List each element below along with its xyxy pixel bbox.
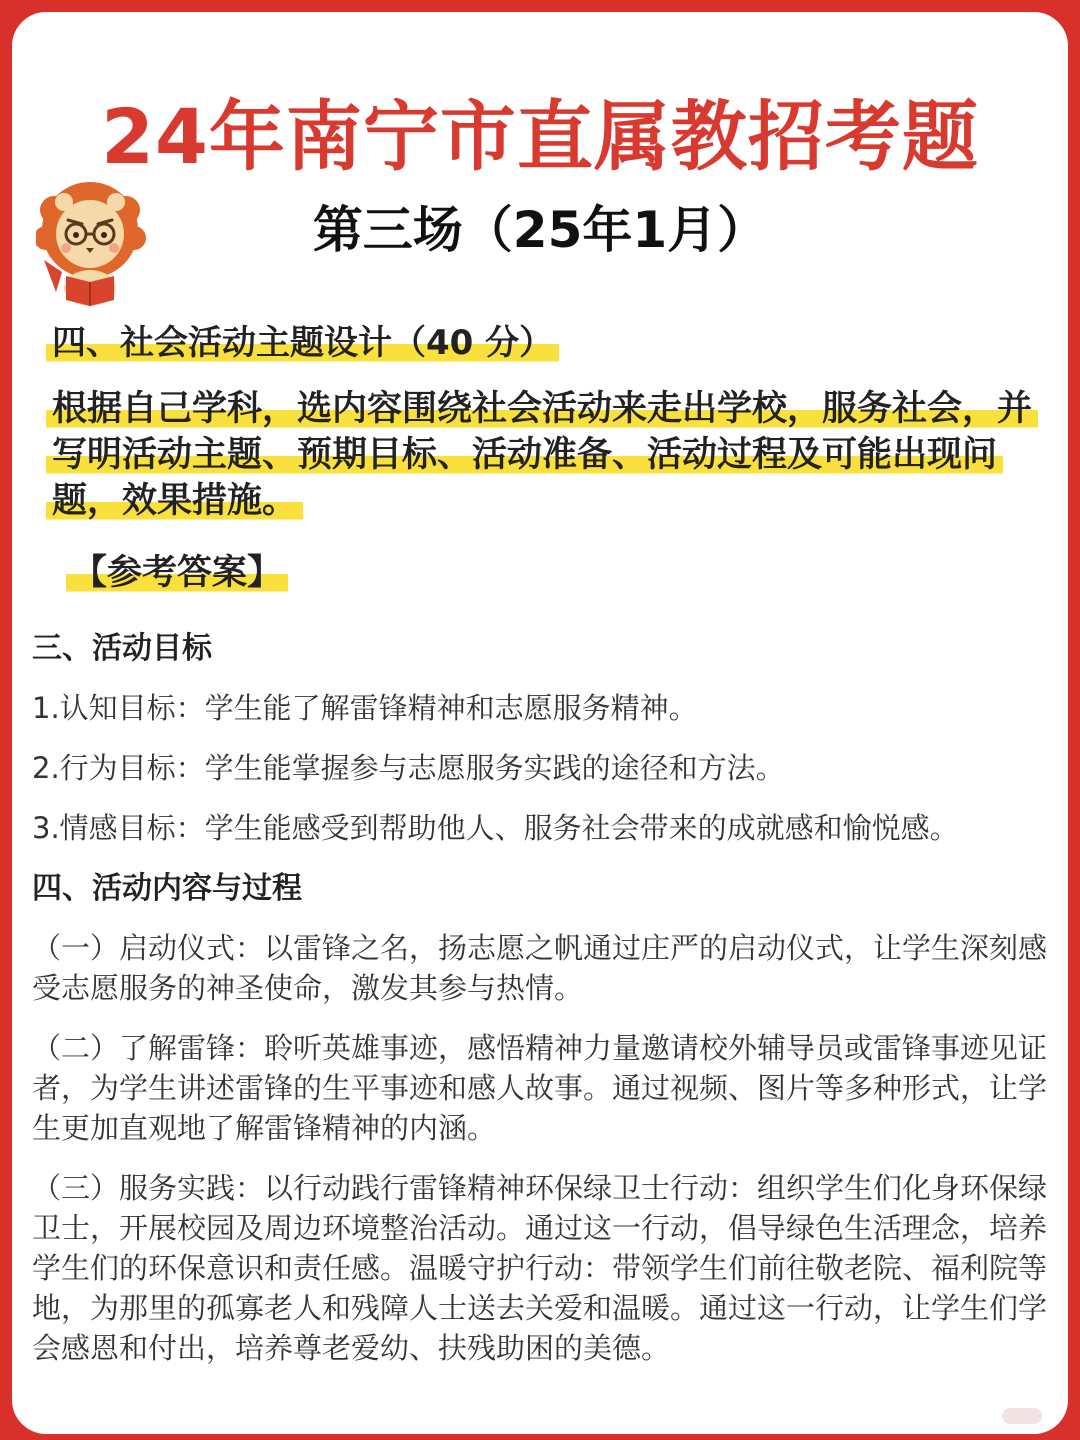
- document-card: [12, 12, 1068, 1434]
- question-body-text: 根据自己学科，选内容围绕社会活动来走出学校，服务社会，并写明活动主题、预期目标、活动准备、活动过程及可能出现问题，效果措施。: [46, 389, 1038, 521]
- answer-content: [32, 628, 1054, 1388]
- answer-label-text: 【参考答案】: [66, 553, 288, 593]
- process-paragraph: （三）服务实践：以行动践行雷锋精神环保绿卫士行动：组织学生们化身环保绿卫士，开展校园及周边环境整治活动。通过这一行动，倡导绿色生活理念，培养学生们的环保意识和责任感。温暖守护行动：带领学生们前往敬老院、福利院等地，为那里的孤寡老人和残障人士送去关爱和温暖。通过这一行动，让学生们学会感恩和付出，培养尊老爱幼、扶残助困的美德。: [32, 1171, 1048, 1365]
- goal-item: 2.行为目标：学生能掌握参与志愿服务实践的途径和方法。: [32, 751, 785, 785]
- process-paragraph: （一）启动仪式：以雷锋之名，扬志愿之帆通过庄严的启动仪式，让学生深刻感受志愿服务的神圣使命，激发其参与热情。: [32, 931, 1048, 1005]
- goal-item: 3.情感目标：学生能感受到帮助他人、服务社会带来的成就感和愉悦感。: [32, 811, 959, 845]
- page-title: 24年南宁市直属教招考题: [101, 92, 979, 181]
- question-heading: [46, 318, 559, 368]
- goal-item: 1.认知目标：学生能了解雷锋精神和志愿服务精神。: [32, 691, 698, 725]
- question-heading-text: 四、社会活动主题设计（40 分）: [46, 323, 559, 363]
- page-subtitle: 第三场（25年1月）: [312, 201, 768, 259]
- watermark-mark: [1002, 1408, 1042, 1424]
- answer-label: [66, 548, 288, 598]
- section-heading-process: 四、活动内容与过程: [32, 871, 302, 906]
- question-body: [46, 386, 1056, 524]
- process-paragraph: （二）了解雷锋：聆听英雄事迹，感悟精神力量邀请校外辅导员或雷锋事迹见证者，为学生讲述雷锋的生平事迹和感人故事。通过视频、图片等多种形式，让学生更加直观地了解雷锋精神的内涵。: [32, 1031, 1048, 1145]
- section-heading-goals: 三、活动目标: [32, 631, 212, 666]
